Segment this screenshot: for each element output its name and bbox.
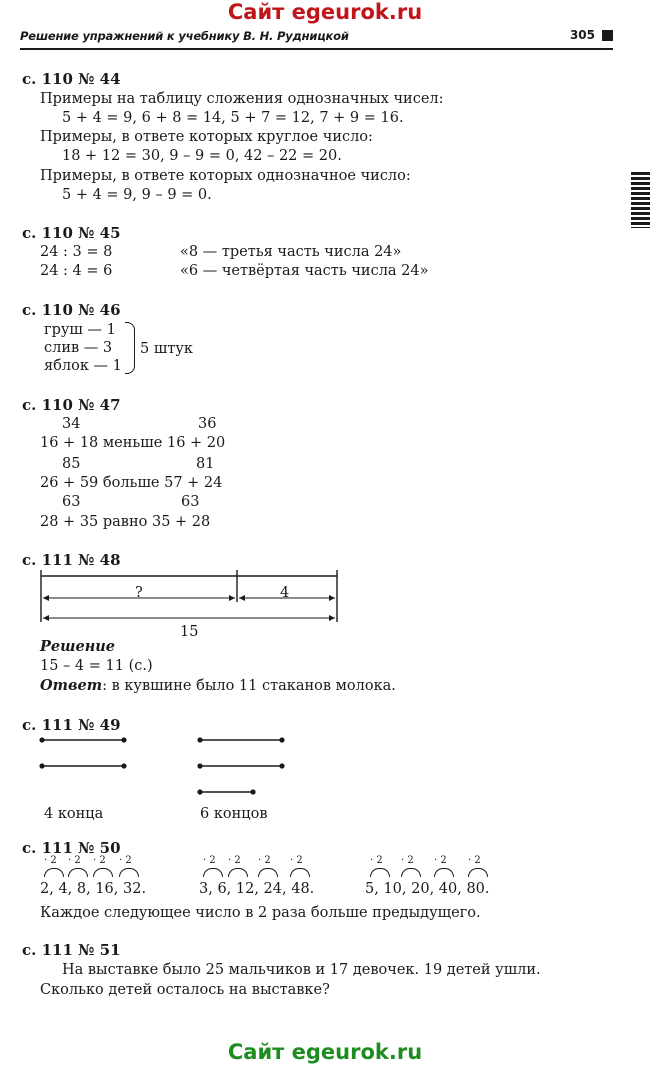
ex50-note: Каждое следующее число в 2 раза больше предыдущего. — [40, 905, 481, 921]
mult-label: · 2 — [258, 855, 271, 866]
ex48-four: 4 — [280, 585, 290, 601]
mult-label: · 2 — [370, 855, 383, 866]
ex51-ref: с. 111 № 51 — [22, 941, 121, 959]
site-watermark-top: Сайт egeurok.ru — [227, 0, 423, 24]
ex48-answer-text: : в кувшине было 11 стаканов молока. — [102, 678, 396, 694]
ex45-eq2: 24 : 4 = 6 — [40, 263, 113, 279]
ex47-compare3: 28 + 35 равно 35 + 28 — [40, 514, 211, 530]
ex50-sequence-3: 5, 10, 20, 40, 80. — [365, 881, 490, 897]
ex49-four-ends: 4 конца — [44, 806, 104, 822]
ex50-ref: с. 111 № 50 — [22, 839, 121, 857]
mult-label: · 2 — [44, 855, 57, 866]
ex48-unknown: ? — [135, 585, 143, 601]
arc-icon — [119, 868, 139, 877]
ex47-sum-a1: 34 — [62, 416, 81, 432]
ex47-sum-b2: 81 — [196, 456, 215, 472]
ex45-ref: с. 110 № 45 — [22, 224, 121, 242]
header-square-icon — [602, 30, 613, 41]
mult-label: · 2 — [290, 855, 303, 866]
mult-label: · 2 — [203, 855, 216, 866]
ex49-six-ends: 6 концов — [200, 806, 268, 822]
mult-label: · 2 — [93, 855, 106, 866]
ex46-item1: груш — 1 — [44, 322, 116, 338]
ex48-solution: 15 – 4 = 11 (с.) — [40, 658, 153, 674]
mult-label: · 2 — [434, 855, 447, 866]
ex47-sum-a2: 36 — [198, 416, 217, 432]
arc-icon — [93, 868, 113, 877]
curly-brace — [125, 322, 135, 374]
ex45-eq1: 24 : 3 = 8 — [40, 244, 113, 260]
ex48-solution-label: Решение — [40, 638, 116, 655]
mult-label: · 2 — [119, 855, 132, 866]
arc-icon — [203, 868, 223, 877]
arc-icon — [401, 868, 421, 877]
ex50-sequence-2: 3, 6, 12, 24, 48. — [199, 881, 315, 897]
ex48-answer-label: Ответ — [40, 677, 103, 694]
arc-icon — [370, 868, 390, 877]
ex44-ref: с. 110 № 44 — [22, 70, 121, 88]
ex45-text2: «6 — четвёртая часть числа 24» — [180, 263, 429, 279]
mult-label: · 2 — [68, 855, 81, 866]
ex49-ref: с. 111 № 49 — [22, 716, 121, 734]
ex47-compare1: 16 + 18 меньше 16 + 20 — [40, 435, 226, 451]
arc-icon — [468, 868, 488, 877]
ex46-ref: с. 110 № 46 — [22, 301, 121, 319]
site-watermark-bottom: Сайт egeurok.ru — [227, 1040, 423, 1064]
ex44-line5: Примеры, в ответе которых однозначное число: — [40, 168, 411, 184]
ex48-fifteen: 15 — [180, 624, 199, 640]
ex45-text1: «8 — третья часть числа 24» — [180, 244, 402, 260]
ex50-sequence-1: 2, 4, 8, 16, 32. — [40, 881, 147, 897]
ex47-sum-b1: 85 — [62, 456, 81, 472]
ex47-sum-c2: 63 — [181, 494, 200, 510]
ex47-sum-c1: 63 — [62, 494, 81, 510]
ex44-line6: 5 + 4 = 9, 9 – 9 = 0. — [62, 187, 212, 203]
arc-icon — [228, 868, 248, 877]
ex48-ref: с. 111 № 48 — [22, 551, 121, 569]
mult-label: · 2 — [401, 855, 414, 866]
ex51-line2: Сколько детей осталось на выставке? — [40, 982, 330, 998]
ex46-total: 5 штук — [140, 341, 193, 357]
ex46-item2: слив — 3 — [44, 340, 113, 356]
arc-icon — [258, 868, 278, 877]
ex51-line1: На выставке было 25 мальчиков и 17 девочек. 19 детей ушли. — [62, 962, 541, 978]
arc-icon — [290, 868, 310, 877]
side-tab-marker — [631, 172, 650, 228]
arc-icon — [434, 868, 454, 877]
ex46-item3: яблок — 1 — [44, 358, 122, 374]
ex48-answer — [40, 677, 396, 695]
header-title: Решение упражнений к учебнику В. Н. Рудницкой — [20, 29, 349, 43]
arc-icon — [68, 868, 88, 877]
ex44-line3: Примеры, в ответе которых круглое число: — [40, 129, 373, 145]
mult-label: · 2 — [228, 855, 241, 866]
running-header — [20, 28, 613, 50]
segments-drawing — [0, 730, 650, 800]
arc-icon — [44, 868, 64, 877]
ex47-ref: с. 110 № 47 — [22, 396, 121, 414]
ex47-compare2: 26 + 59 больше 57 + 24 — [40, 475, 223, 491]
page-number: 305 — [569, 28, 595, 42]
mult-label: · 2 — [468, 855, 481, 866]
ex44-line4: 18 + 12 = 30, 9 – 9 = 0, 42 – 22 = 20. — [62, 148, 342, 164]
segment-diagram — [0, 566, 650, 622]
ex44-line2: 5 + 4 = 9, 6 + 8 = 14, 5 + 7 = 12, 7 + 9 = 16. — [62, 110, 404, 126]
ex44-line1: Примеры на таблицу сложения однозначных чисел: — [40, 91, 444, 107]
